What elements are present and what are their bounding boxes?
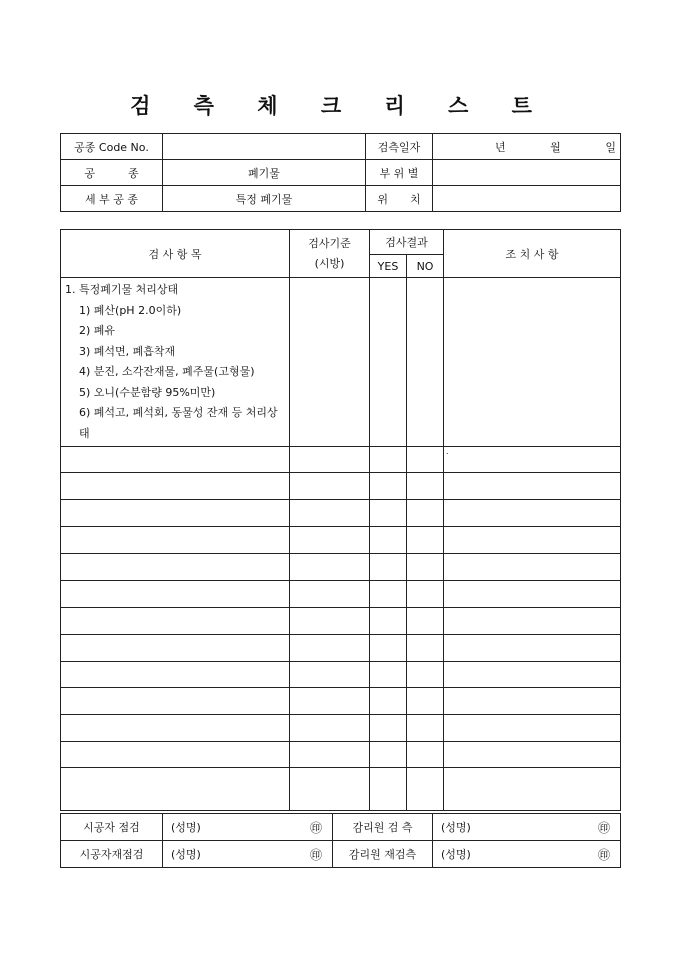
no-cell[interactable] [407, 500, 444, 527]
col-no-header: NO [407, 255, 444, 278]
criteria-cell[interactable] [290, 715, 370, 742]
seal-icon: ㊞ [539, 841, 621, 868]
item-cell[interactable] [61, 635, 290, 662]
no-cell[interactable] [407, 527, 444, 554]
yes-cell[interactable] [370, 688, 407, 715]
criteria-cell[interactable] [290, 742, 370, 768]
col-result-header: 검사결과 [370, 230, 444, 255]
table-row [61, 768, 621, 811]
action-cell[interactable] [444, 278, 621, 447]
col-yes-header: YES [370, 255, 407, 278]
list-item: 3) 폐석면, 폐흡착재 [79, 344, 176, 358]
location-label: 부 위 별 [366, 160, 433, 186]
table-row [61, 662, 621, 688]
no-cell[interactable] [407, 447, 444, 473]
col-criteria-header [290, 230, 370, 278]
table-row [61, 715, 621, 742]
yes-cell[interactable] [370, 768, 407, 811]
supervisor-name-field[interactable]: (성명) [433, 814, 539, 841]
yes-cell[interactable] [370, 715, 407, 742]
position-value[interactable] [433, 186, 621, 212]
yes-cell[interactable] [370, 473, 407, 500]
detail-label: 세 부 공 종 [61, 186, 163, 212]
criteria-cell[interactable] [290, 608, 370, 635]
contractor-recheck-label: 시공자재점검 [61, 841, 163, 868]
inspection-table [60, 229, 621, 811]
action-cell[interactable] [444, 500, 621, 527]
header-table [60, 133, 621, 212]
item-cell[interactable] [61, 662, 290, 688]
list-item: 5) 오니(수분함량 95%미만) [79, 385, 216, 399]
detail-value[interactable]: 특정 폐기물 [163, 186, 366, 212]
table-row [61, 473, 621, 500]
action-cell[interactable] [444, 554, 621, 581]
inspection-date-label: 검측일자 [366, 134, 433, 160]
action-cell[interactable] [444, 715, 621, 742]
work-type-value[interactable]: 폐기물 [163, 160, 366, 186]
no-cell[interactable] [407, 715, 444, 742]
item-cell[interactable] [61, 527, 290, 554]
work-type-label: 공 종 [61, 160, 163, 186]
no-cell[interactable] [407, 608, 444, 635]
yes-cell[interactable] [370, 278, 407, 447]
yes-cell[interactable] [370, 635, 407, 662]
day-label: 일 [605, 140, 616, 154]
year-label: 년 [495, 140, 506, 154]
yes-cell[interactable] [370, 742, 407, 768]
criteria-cell[interactable] [290, 688, 370, 715]
header-row [61, 186, 621, 212]
criteria-cell[interactable] [290, 581, 370, 608]
item-cell[interactable] [61, 715, 290, 742]
no-cell[interactable] [407, 278, 444, 447]
action-cell[interactable] [444, 662, 621, 688]
table-row [61, 635, 621, 662]
list-item: 4) 분진, 소각잔재물, 폐주물(고형물) [79, 365, 255, 378]
signature-row [61, 814, 621, 841]
criteria-label-1: 검사기준 [308, 236, 351, 250]
items-list [61, 278, 290, 447]
table-row [61, 278, 621, 447]
table-row [61, 500, 621, 527]
header-row [61, 134, 621, 160]
seal-icon: ㊞ [287, 841, 333, 868]
table-row [61, 447, 621, 473]
col-action-header: 조 치 사 항 [444, 230, 621, 278]
criteria-cell[interactable] [290, 527, 370, 554]
item-cell[interactable] [61, 473, 290, 500]
table-header-row [61, 230, 621, 255]
location-value[interactable] [433, 160, 621, 186]
seal-icon: ㊞ [539, 814, 621, 841]
yes-cell[interactable] [370, 662, 407, 688]
list-item: 6) 폐석고, 폐석회, 동물성 잔재 등 처리상태 [79, 406, 278, 440]
action-cell[interactable] [444, 447, 621, 473]
criteria-cell[interactable] [290, 662, 370, 688]
criteria-cell[interactable] [290, 278, 370, 447]
no-cell[interactable] [407, 662, 444, 688]
item-cell[interactable] [61, 554, 290, 581]
yes-cell[interactable] [370, 447, 407, 473]
action-cell[interactable] [444, 742, 621, 768]
page-title: 검 측 체 크 리 스 트 [130, 93, 550, 118]
criteria-cell[interactable] [290, 447, 370, 473]
action-cell[interactable] [444, 768, 621, 811]
supervisor-recheck-label: 감리원 재검측 [333, 841, 433, 868]
criteria-cell[interactable] [290, 635, 370, 662]
no-cell[interactable] [407, 473, 444, 500]
contractor-check-label: 시공자 점검 [61, 814, 163, 841]
table-row [61, 527, 621, 554]
table-row [61, 742, 621, 768]
dot-mark: . [446, 447, 449, 456]
item-heading: 1. 특정폐기물 처리상태 [65, 283, 179, 296]
position-label: 위 치 [366, 186, 433, 212]
item-cell[interactable] [61, 768, 290, 811]
criteria-cell[interactable] [290, 768, 370, 811]
yes-cell[interactable] [370, 527, 407, 554]
item-cell[interactable] [61, 581, 290, 608]
signature-table [60, 813, 621, 868]
signature-row [61, 841, 621, 868]
col-items-header: 검 사 항 목 [61, 230, 290, 278]
action-cell[interactable] [444, 608, 621, 635]
header-row [61, 160, 621, 186]
item-cell[interactable] [61, 608, 290, 635]
list-item: 2) 폐유 [79, 324, 116, 337]
item-cell[interactable] [61, 742, 290, 768]
seal-icon: ㊞ [287, 814, 333, 841]
action-cell[interactable] [444, 581, 621, 608]
no-cell[interactable] [407, 742, 444, 768]
no-cell[interactable] [407, 688, 444, 715]
yes-cell[interactable] [370, 554, 407, 581]
no-cell[interactable] [407, 581, 444, 608]
criteria-cell[interactable] [290, 500, 370, 527]
month-label: 월 [550, 140, 561, 154]
supervisor-recheck-name-field[interactable]: (성명) [433, 841, 539, 868]
criteria-cell[interactable] [290, 554, 370, 581]
action-cell[interactable] [444, 473, 621, 500]
no-cell[interactable] [407, 554, 444, 581]
action-cell[interactable] [444, 688, 621, 715]
list-item: 1) 폐산(pH 2.0이하) [79, 303, 182, 317]
table-row [61, 688, 621, 715]
contractor-name-field[interactable]: (성명) [163, 814, 287, 841]
yes-cell[interactable] [370, 500, 407, 527]
yes-cell[interactable] [370, 608, 407, 635]
item-cell[interactable] [61, 688, 290, 715]
action-cell[interactable] [444, 527, 621, 554]
no-cell[interactable] [407, 768, 444, 811]
table-row [61, 581, 621, 608]
table-row [61, 554, 621, 581]
table-row [61, 608, 621, 635]
item-cell[interactable] [61, 500, 290, 527]
contractor-recheck-name-field[interactable]: (성명) [163, 841, 287, 868]
supervisor-check-label: 감리원 검 측 [333, 814, 433, 841]
work-code-value[interactable] [163, 134, 366, 160]
criteria-label-2: (시방) [314, 256, 345, 270]
yes-cell[interactable] [370, 581, 407, 608]
action-cell[interactable] [444, 635, 621, 662]
no-cell[interactable] [407, 635, 444, 662]
inspection-date-value[interactable] [433, 134, 621, 160]
work-code-label: 공종 Code No. [61, 134, 163, 160]
item-cell[interactable] [61, 447, 290, 473]
criteria-cell[interactable] [290, 473, 370, 500]
